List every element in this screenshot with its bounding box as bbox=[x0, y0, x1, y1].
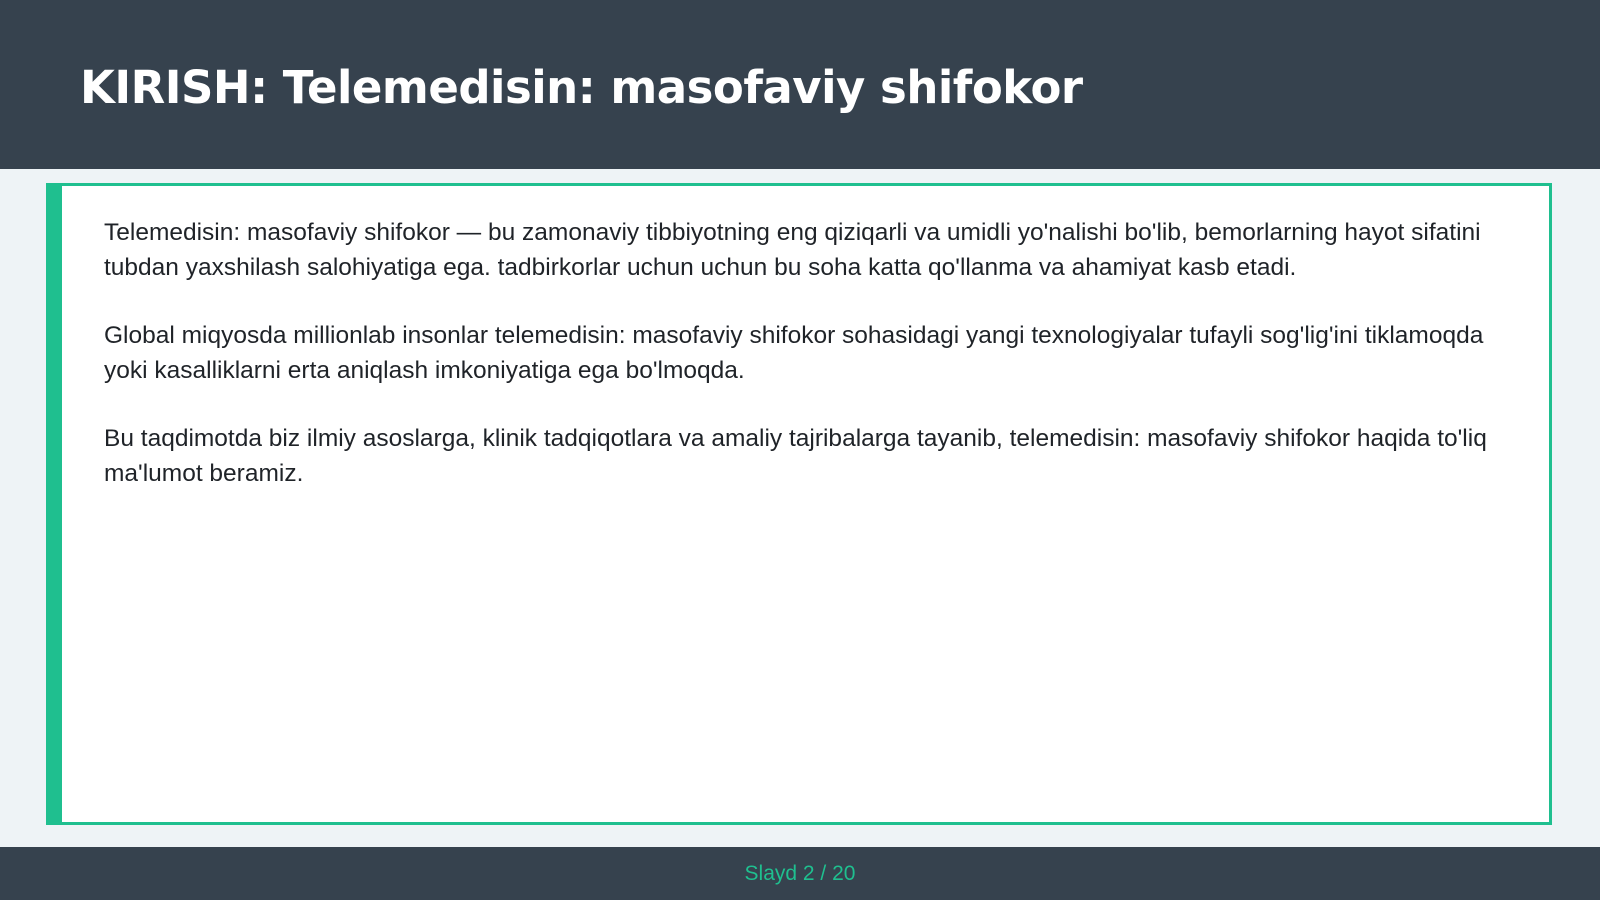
slide-footer bbox=[0, 847, 1600, 900]
slide-header bbox=[0, 0, 1600, 169]
body-paragraph-3: Bu taqdimotda biz ilmiy asoslarga, klinik tadqiqotlara va amaliy tajribalarga tayanib, telemedisin: masofaviy shifokor haqida to'liq ma'lumot beramiz. bbox=[104, 425, 1487, 487]
body-paragraph-1: Telemedisin: masofaviy shifokor — bu zamonaviy tibbiyotning eng qiziqarli va umidli yo'nalishi bo'lib, bemorlarning hayot sifatini tubdan yaxshilash salohiyatiga ega. tadbirkorlar uchun uchun bu soha katta qo'llanma va ahamiyat kasb etadi. bbox=[104, 219, 1481, 281]
slide-title: KIRISH: Telemedisin: masofaviy shifokor bbox=[80, 61, 1083, 114]
slide-counter: Slayd 2 / 20 bbox=[744, 862, 856, 885]
slide-body-text bbox=[104, 216, 1504, 525]
body-paragraph-2: Global miqyosda millionlab insonlar telemedisin: masofaviy shifokor sohasidagi yangi texnologiyalar tufayli sog'lig'ini tiklamoqda yoki kasalliklarni erta aniqlash imkoniyatiga ega bo'lmoqda. bbox=[104, 322, 1484, 384]
content-panel bbox=[46, 183, 1552, 825]
